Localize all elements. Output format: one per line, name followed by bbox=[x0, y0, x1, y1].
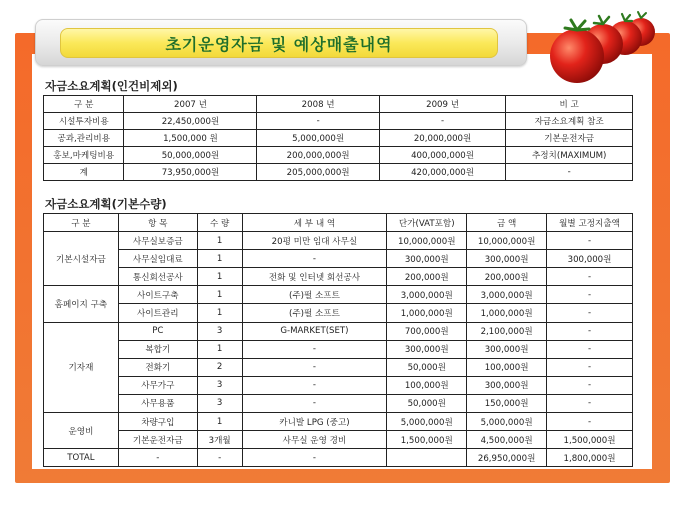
table-cell: 기본운전자금 bbox=[118, 431, 197, 449]
title-pill bbox=[60, 28, 498, 58]
table-row bbox=[44, 340, 633, 358]
table-cell: PC bbox=[118, 322, 197, 340]
table-cell: 추정치(MAXIMUM) bbox=[506, 147, 633, 164]
table-cell: 1 bbox=[197, 413, 242, 431]
section1-heading: 자금소요계획(인건비제외) bbox=[45, 79, 178, 93]
table-row bbox=[44, 164, 633, 181]
table-row bbox=[44, 394, 633, 412]
table-cell: 5,000,000원 bbox=[257, 130, 379, 147]
table-cell: 26,950,000원 bbox=[467, 449, 547, 467]
table-cell: - bbox=[242, 449, 387, 467]
table-header-row bbox=[44, 214, 633, 232]
table-cell: 1,800,000원 bbox=[547, 449, 633, 467]
page-title: 초기운영자금 및 예상매출내역 bbox=[165, 34, 393, 54]
tomato-image bbox=[543, 8, 663, 88]
table-row bbox=[44, 358, 633, 376]
column-header: 2008 년 bbox=[257, 96, 379, 113]
table-row bbox=[44, 413, 633, 431]
table-cell: - bbox=[547, 286, 633, 304]
table-cell: - bbox=[242, 376, 387, 394]
table-cell: 차량구입 bbox=[118, 413, 197, 431]
table-cell: 300,000원 bbox=[387, 340, 467, 358]
table-cell: 50,000,000원 bbox=[124, 147, 257, 164]
table-cell: 사이트구축 bbox=[118, 286, 197, 304]
table-row bbox=[44, 250, 633, 268]
table-cell: 전화 및 인터넷 회선공사 bbox=[242, 268, 387, 286]
table-cell: - bbox=[379, 113, 506, 130]
table-cell: - bbox=[547, 304, 633, 322]
column-header: 2007 년 bbox=[124, 96, 257, 113]
group-label: 기본시설자금 bbox=[44, 232, 119, 286]
table-cell: - bbox=[547, 340, 633, 358]
table-cell: 복합기 bbox=[118, 340, 197, 358]
table-cell: - bbox=[547, 376, 633, 394]
table-cell: 3 bbox=[197, 394, 242, 412]
table-cell: 22,450,000원 bbox=[124, 113, 257, 130]
table-cell: 300,000원 bbox=[467, 340, 547, 358]
table-cell: 통신회선공사 bbox=[118, 268, 197, 286]
table-cell: 5,000,000원 bbox=[387, 413, 467, 431]
table-cell: 1 bbox=[197, 340, 242, 358]
table-cell: 3개월 bbox=[197, 431, 242, 449]
table-cell: 3 bbox=[197, 376, 242, 394]
table-cell: - bbox=[547, 268, 633, 286]
column-header: 구 분 bbox=[44, 214, 119, 232]
column-header: 세 부 내 역 bbox=[242, 214, 387, 232]
table-cell: 사무가구 bbox=[118, 376, 197, 394]
total-row bbox=[44, 449, 633, 467]
table-cell: - bbox=[547, 413, 633, 431]
table-header-row bbox=[44, 96, 633, 113]
table-cell: 1 bbox=[197, 232, 242, 250]
table-row bbox=[44, 322, 633, 340]
table-cell: 기본운전자금 bbox=[506, 130, 633, 147]
table-cell: 자금소요계획 참조 bbox=[506, 113, 633, 130]
table-cell: 4,500,000원 bbox=[467, 431, 547, 449]
table-cell: 2,100,000원 bbox=[467, 322, 547, 340]
table-cell: 10,000,000원 bbox=[387, 232, 467, 250]
table-cell: 200,000원 bbox=[387, 268, 467, 286]
table-cell: 300,000원 bbox=[467, 376, 547, 394]
table-cell: 20,000,000원 bbox=[379, 130, 506, 147]
table-cell: - bbox=[547, 358, 633, 376]
table-cell: 1,500,000원 bbox=[547, 431, 633, 449]
table-cell: - bbox=[197, 449, 242, 467]
table-cell: 5,000,000원 bbox=[467, 413, 547, 431]
table-cell: 카니발 LPG (중고) bbox=[242, 413, 387, 431]
column-header: 구 분 bbox=[44, 96, 124, 113]
table-cell: G-MARKET(SET) bbox=[242, 322, 387, 340]
table-row bbox=[44, 113, 633, 130]
group-label: 홈페이지 구축 bbox=[44, 286, 119, 322]
table-row bbox=[44, 147, 633, 164]
table-cell: 사무용품 bbox=[118, 394, 197, 412]
table-cell: 1,000,000원 bbox=[387, 304, 467, 322]
table-cell: 사이트관리 bbox=[118, 304, 197, 322]
table-cell: 400,000,000원 bbox=[379, 147, 506, 164]
table-cell: 300,000원 bbox=[387, 250, 467, 268]
table-cell: 1,500,000 원 bbox=[124, 130, 257, 147]
table-cell: 시설투자비용 bbox=[44, 113, 124, 130]
column-header: 수 량 bbox=[197, 214, 242, 232]
table-cell: - bbox=[242, 394, 387, 412]
column-header: 2009 년 bbox=[379, 96, 506, 113]
table-row bbox=[44, 268, 633, 286]
table-cell: 2 bbox=[197, 358, 242, 376]
table-cell: 사무실보증금 bbox=[118, 232, 197, 250]
table-cell: - bbox=[242, 340, 387, 358]
table-row bbox=[44, 130, 633, 147]
table-cell: 사무실 운영 경비 bbox=[242, 431, 387, 449]
table-cell: - bbox=[242, 358, 387, 376]
group-label: 기자재 bbox=[44, 322, 119, 412]
table-cell: 50,000원 bbox=[387, 358, 467, 376]
table-row bbox=[44, 304, 633, 322]
table-row bbox=[44, 232, 633, 250]
table-cell: - bbox=[547, 322, 633, 340]
table-cell: 20평 미만 임대 사무실 bbox=[242, 232, 387, 250]
table-cell: 50,000원 bbox=[387, 394, 467, 412]
table-cell: (주)펄 소프트 bbox=[242, 286, 387, 304]
table-row bbox=[44, 376, 633, 394]
table-cell: 3,000,000원 bbox=[387, 286, 467, 304]
table-cell: 100,000원 bbox=[467, 358, 547, 376]
table-cell: 3,000,000원 bbox=[467, 286, 547, 304]
table-cell: 홍보,마케팅비용 bbox=[44, 147, 124, 164]
table-cell: 420,000,000원 bbox=[379, 164, 506, 181]
table-cell: 100,000원 bbox=[387, 376, 467, 394]
column-header: 비 고 bbox=[506, 96, 633, 113]
table-cell: 1 bbox=[197, 304, 242, 322]
table-cell: 73,950,000원 bbox=[124, 164, 257, 181]
table-cell: (주)펄 소프트 bbox=[242, 304, 387, 322]
column-header: 단가(VAT포함) bbox=[387, 214, 467, 232]
table-cell: 1 bbox=[197, 286, 242, 304]
table-cell: 700,000원 bbox=[387, 322, 467, 340]
table-cell: 3 bbox=[197, 322, 242, 340]
table-cell: 사무실임대료 bbox=[118, 250, 197, 268]
table-cell: 150,000원 bbox=[467, 394, 547, 412]
basic-quantity-table bbox=[43, 213, 633, 467]
table-cell: - bbox=[547, 232, 633, 250]
table-cell: 200,000,000원 bbox=[257, 147, 379, 164]
table-cell: - bbox=[242, 250, 387, 268]
table-cell: 10,000,000원 bbox=[467, 232, 547, 250]
table-cell: 전화기 bbox=[118, 358, 197, 376]
table-cell: 공과,관리비용 bbox=[44, 130, 124, 147]
table-row bbox=[44, 431, 633, 449]
table-cell: 1 bbox=[197, 250, 242, 268]
table-cell: 300,000원 bbox=[547, 250, 633, 268]
group-label: 운영비 bbox=[44, 413, 119, 449]
table-cell: 1,500,000원 bbox=[387, 431, 467, 449]
column-header: 항 목 bbox=[118, 214, 197, 232]
table-cell: - bbox=[547, 394, 633, 412]
table-cell: - bbox=[118, 449, 197, 467]
column-header: 금 액 bbox=[467, 214, 547, 232]
funding-plan-table bbox=[43, 95, 633, 181]
table-cell: 300,000원 bbox=[467, 250, 547, 268]
table-row bbox=[44, 286, 633, 304]
table-cell: - bbox=[257, 113, 379, 130]
table-cell: 200,000원 bbox=[467, 268, 547, 286]
column-header: 월별 고정지출액 bbox=[547, 214, 633, 232]
section2-heading: 자금소요계획(기본수량) bbox=[45, 197, 167, 211]
total-label: TOTAL bbox=[44, 449, 119, 467]
table-cell: - bbox=[506, 164, 633, 181]
table-cell bbox=[387, 449, 467, 467]
table-cell: 계 bbox=[44, 164, 124, 181]
table-cell: 205,000,000원 bbox=[257, 164, 379, 181]
table-cell: 1,000,000원 bbox=[467, 304, 547, 322]
table-cell: 1 bbox=[197, 268, 242, 286]
